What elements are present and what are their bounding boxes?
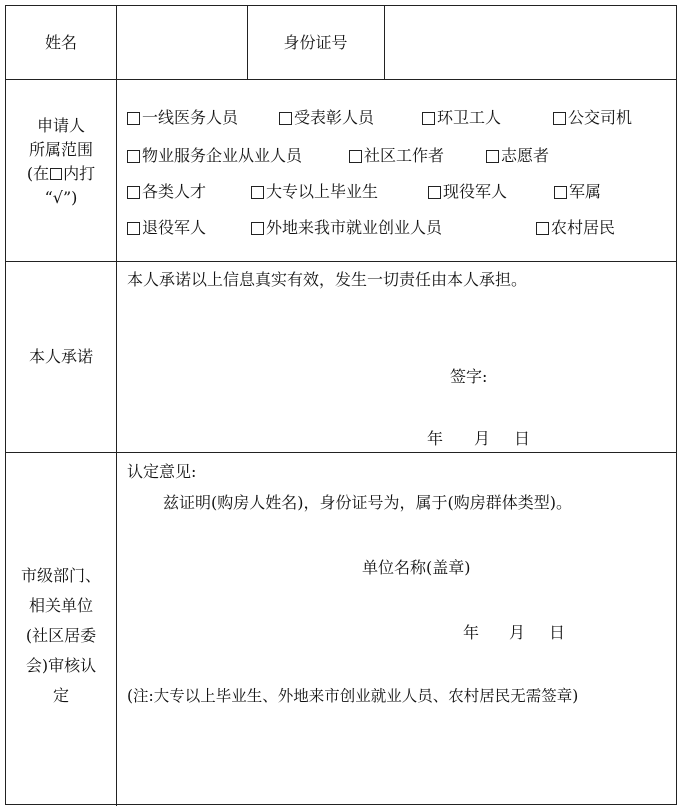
review-label-line4: 会)审核认 — [25, 656, 97, 675]
checkbox-icon[interactable] — [127, 112, 140, 125]
scope-label-line3a: (在 — [26, 164, 50, 183]
option-rural-resident[interactable] — [536, 218, 615, 238]
option-label: 一线医务人员 — [142, 108, 239, 127]
name-input-cell[interactable] — [117, 7, 246, 78]
row-divider-2 — [6, 261, 676, 262]
review-date-day: 日 — [549, 623, 566, 642]
option-label: 现役军人 — [443, 182, 508, 201]
opinion-label: 认定意见: — [127, 462, 197, 481]
promise-date-month: 月 — [474, 429, 491, 448]
option-volunteer[interactable] — [486, 146, 549, 166]
row-divider-1 — [6, 79, 676, 80]
option-bus-driver[interactable] — [553, 108, 632, 128]
scope-label-line1: 申请人 — [36, 116, 85, 135]
checkbox-icon[interactable] — [349, 150, 362, 163]
checkbox-icon[interactable] — [428, 186, 441, 199]
review-label-line1: 市级部门、 — [20, 566, 101, 585]
option-label: 环卫工人 — [437, 108, 502, 127]
option-label: 退役军人 — [142, 218, 207, 237]
review-date-month: 月 — [509, 623, 526, 642]
option-migrant-entrepreneur[interactable] — [251, 218, 442, 238]
scope-label-line2: 所属范围 — [28, 140, 93, 159]
scope-label-line3 — [6, 162, 116, 186]
signature-field[interactable] — [498, 363, 668, 389]
option-sanitation-worker[interactable] — [422, 108, 501, 128]
label-column-divider — [116, 6, 117, 806]
option-label: 农村居民 — [551, 218, 616, 237]
checkbox-icon[interactable] — [553, 112, 566, 125]
checkbox-icon[interactable] — [251, 186, 264, 199]
review-label-line2: 相关单位 — [28, 596, 93, 615]
unit-stamp-label: 单位名称(盖章) — [362, 558, 471, 577]
name-label: 姓名 — [44, 33, 77, 52]
application-form-table — [5, 5, 677, 805]
option-community-worker[interactable] — [349, 146, 444, 166]
review-label-line3: (社区居委 — [25, 626, 97, 645]
option-graduate[interactable] — [251, 182, 378, 202]
checkbox-icon[interactable] — [279, 112, 292, 125]
option-label: 受表彰人员 — [294, 108, 375, 127]
option-label: 各类人才 — [142, 182, 207, 201]
option-property-service[interactable] — [127, 146, 302, 166]
option-label: 公交司机 — [568, 108, 633, 127]
option-active-soldier[interactable] — [428, 182, 507, 202]
option-commended-person[interactable] — [279, 108, 374, 128]
checkbox-icon[interactable] — [127, 222, 140, 235]
scope-label-line4: “√”) — [44, 188, 78, 207]
option-talent[interactable] — [127, 182, 206, 202]
id-number-label: 身份证号 — [283, 33, 348, 52]
promise-date-day: 日 — [514, 429, 531, 448]
signature-label: 签字: — [450, 367, 488, 386]
row-divider-3 — [6, 452, 676, 453]
promise-label: 本人承诺 — [28, 347, 93, 366]
certify-text: 兹证明(购房人姓名)，身份证号为，属于(购房群体类型)。 — [163, 493, 572, 512]
checkbox-icon[interactable] — [536, 222, 549, 235]
option-label: 社区工作者 — [364, 146, 445, 165]
review-label-line5: 定 — [52, 686, 69, 705]
option-label: 志愿者 — [501, 146, 550, 165]
review-date-year: 年 — [463, 623, 480, 642]
scope-label-line3b: 内打 — [63, 164, 96, 183]
promise-statement: 本人承诺以上信息真实有效，发生一切责任由本人承担。 — [127, 270, 528, 289]
option-medical-staff[interactable] — [127, 108, 238, 128]
option-label: 军属 — [569, 182, 602, 201]
checkbox-icon[interactable] — [486, 150, 499, 163]
checkbox-icon[interactable] — [422, 112, 435, 125]
checkbox-icon[interactable] — [127, 150, 140, 163]
option-label: 物业服务企业从业人员 — [142, 146, 303, 165]
option-label: 大专以上毕业生 — [266, 182, 379, 201]
option-veteran[interactable] — [127, 218, 206, 238]
id-number-input-cell[interactable] — [385, 7, 675, 78]
review-label — [6, 561, 116, 711]
review-note: (注:大专以上毕业生、外地来市创业就业人员、农村居民无需签章) — [127, 687, 579, 705]
checkbox-hint-icon — [50, 168, 62, 180]
scope-label — [6, 114, 116, 210]
option-military-family[interactable] — [554, 182, 601, 202]
checkbox-icon[interactable] — [554, 186, 567, 199]
checkbox-icon[interactable] — [251, 222, 264, 235]
checkbox-icon[interactable] — [127, 186, 140, 199]
option-label: 外地来我市就业创业人员 — [266, 218, 443, 237]
promise-date-year: 年 — [427, 429, 444, 448]
